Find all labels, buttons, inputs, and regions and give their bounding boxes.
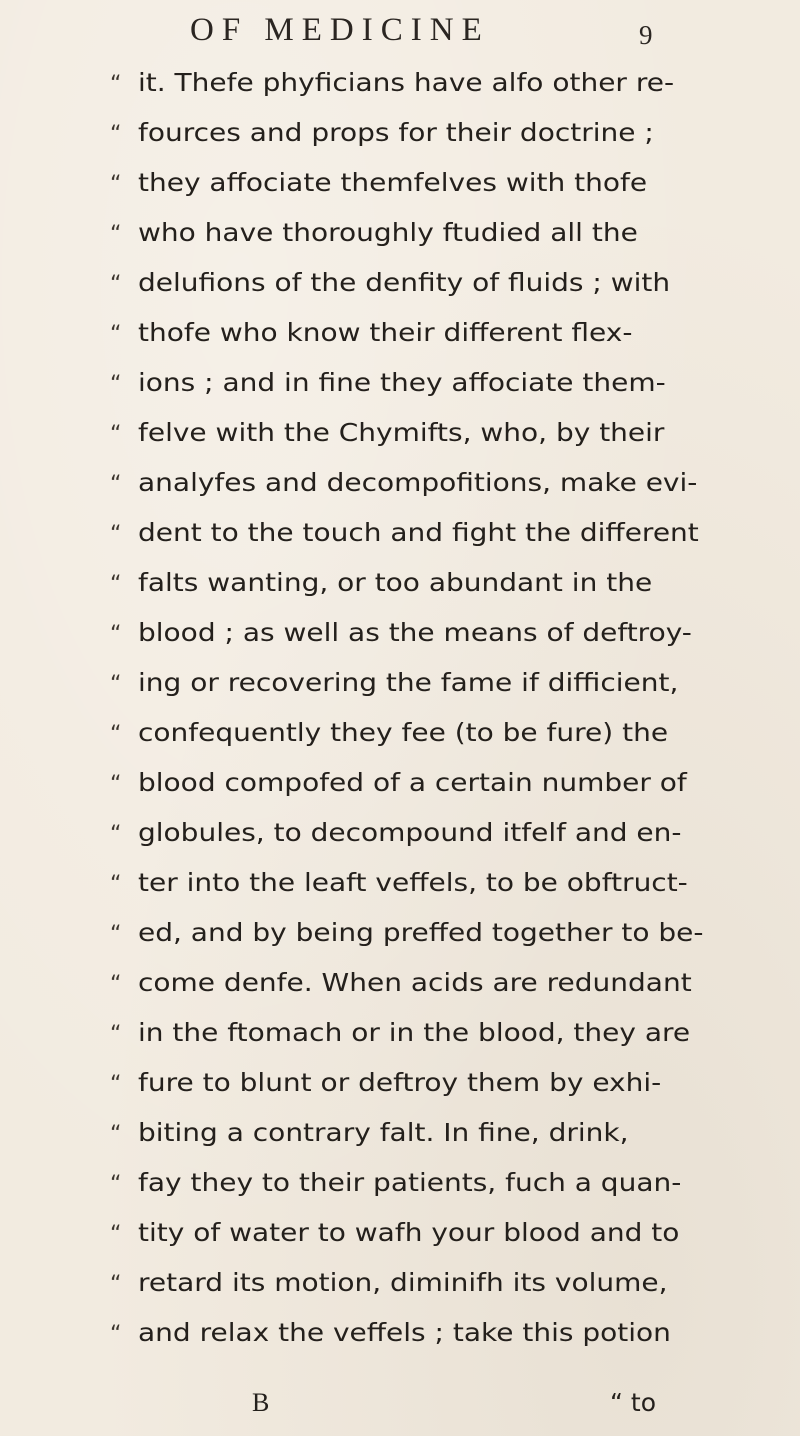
text-line: “ they affociate themfelves with thofe [110, 168, 648, 197]
text-line: “ ions ; and in fine they affociate them- [110, 368, 666, 397]
text-line: “ it. Thefe phyficians have alfo other re- [110, 68, 675, 97]
text-line: “ come denfe. When acids are redundant [110, 968, 692, 997]
running-title: OF MEDICINE [190, 12, 490, 48]
text-line: “ tity of water to wafh your blood and to [110, 1218, 680, 1247]
text-line: “ fources and props for their doctrine ; [110, 118, 654, 147]
signature-mark: B [252, 1388, 270, 1417]
text-line: “ in the ftomach or in the blood, they are [110, 1018, 691, 1047]
text-line: “ fay they to their patients, fuch a quan- [110, 1168, 682, 1197]
text-line: “ ter into the leaft veffels, to be obftruct- [110, 868, 688, 897]
text-line: “ thofe who know their different flex- [110, 318, 633, 347]
text-line: “ blood ; as well as the means of deftroy- [110, 618, 692, 647]
text-line: “ blood compofed of a certain number of [110, 768, 687, 797]
text-line: “ felve with the Chymifts, who, by their [110, 418, 665, 447]
text-line: “ confequently they fee (to be fure) the [110, 718, 669, 747]
catchword: “ to [610, 1388, 656, 1417]
text-line: “ fure to blunt or deftroy them by exhi- [110, 1068, 662, 1097]
text-line: “ delufions of the denfity of fluids ; with [110, 268, 671, 297]
page-number: 9 [639, 20, 653, 50]
text-line: “ who have thoroughly ftudied all the [110, 218, 638, 247]
text-line: “ falts wanting, or too abundant in the [110, 568, 653, 597]
text-line: “ analyfes and decompofitions, make evi- [110, 468, 698, 497]
text-line: “ dent to the touch and fight the different [110, 518, 699, 547]
text-line: “ biting a contrary falt. In fine, drink, [110, 1118, 629, 1147]
text-line: “ ing or recovering the fame if difficient, [110, 668, 679, 697]
text-line: “ globules, to decompound itfelf and en- [110, 818, 682, 847]
text-line: “ ed, and by being preffed together to be- [110, 918, 704, 947]
text-line: “ retard its motion, diminifh its volume, [110, 1268, 668, 1297]
text-line: “ and relax the veffels ; take this potion [110, 1318, 671, 1347]
